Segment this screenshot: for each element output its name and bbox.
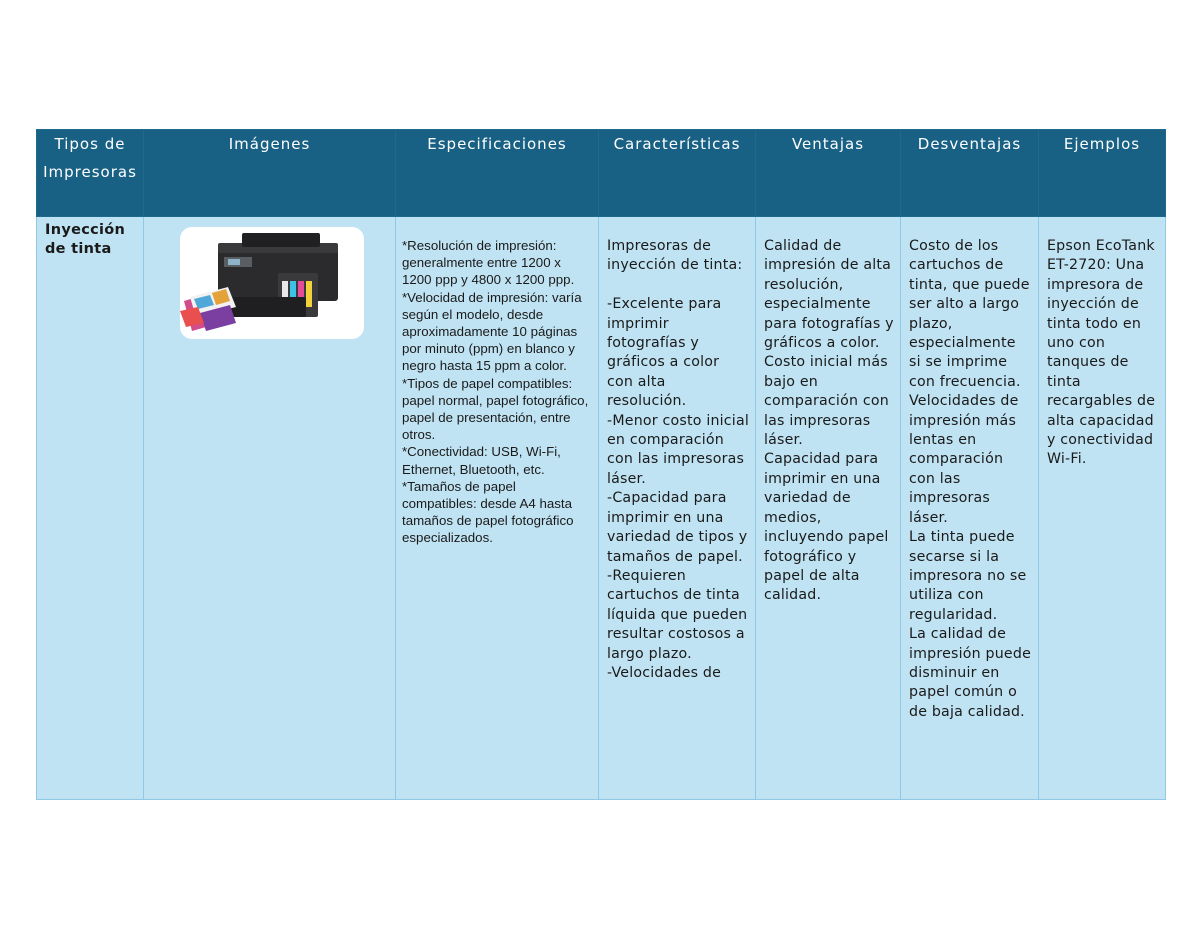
header-ventajas: Ventajas: [756, 130, 901, 217]
header-caracteristicas: Características: [599, 130, 756, 217]
cell-imagen: [144, 217, 396, 800]
header-tipos: Tipos de Impresoras: [37, 130, 144, 217]
especificaciones-text: *Resolución de impresión: generalmente entre 1200 x 1200 ppp y 4800 x 1200 ppp. *Velocidad de impresión: varía según el modelo, desde aproximadamente 10 páginas por minuto (ppm) en blanco y negro hasta 15 ppm a color. *Tipos de papel compatibles: papel normal, papel fotográfico, papel de presentación, entre otros. *Conectividad: USB, Wi-Fi, Ethernet, Bluetooth, etc. *Tamaños de papel compatibles: desde A4 hasta tamaños de papel fotográfico especializados.: [402, 238, 589, 546]
header-desventajas: Desventajas: [901, 130, 1039, 217]
header-row: [37, 130, 1166, 217]
header-especificaciones: Especificaciones: [396, 130, 599, 217]
cell-tipo: Inyección de tinta: [37, 217, 144, 800]
cell-caracteristicas: [599, 217, 756, 800]
cell-especificaciones: [396, 217, 599, 800]
caracteristicas-text: Impresoras de inyección de tinta: -Excelente para imprimir fotografías y gráficos a color con alta resolución. -Menor costo inicial en comparación con las impresoras láser. -Capacidad para imprimir en una variedad de tipos y tamaños de papel. -Requieren cartuchos de tinta líquida que pueden resultar costosos a largo plazo. -Velocidades de: [607, 238, 749, 681]
ventajas-text: Calidad de impresión de alta resolución, especialmente para fotografías y gráficos a color. Costo inicial más bajo en comparación con las impresoras láser. Capacidad para imprimir en una variedad de medios, incluyendo papel fotográfico y papel de alta calidad.: [764, 238, 894, 604]
ejemplos-text: Epson EcoTank ET-2720: Una impresora de inyección de tinta todo en uno con tanques de tinta recargables de alta capacidad y conectividad Wi-Fi.: [1047, 238, 1156, 468]
desventajas-text: Costo de los cartuchos de tinta, que puede ser alto a largo plazo, especialmente si se imprime con frecuencia. Velocidades de impresión más lentas en comparación con las impresoras láser. La tinta puede secarse si la impresora no se utiliza con regularidad. La calidad de impresión puede disminuir en papel común o de baja calidad.: [909, 238, 1031, 720]
cell-ventajas: [756, 217, 901, 800]
cell-ejemplos: [1039, 217, 1166, 800]
printer-comparison-table: [36, 129, 1166, 800]
cell-desventajas: [901, 217, 1039, 800]
table-row: [37, 217, 1166, 800]
header-imagenes: Imágenes: [144, 130, 396, 217]
header-ejemplos: Ejemplos: [1039, 130, 1166, 217]
printer-image: [180, 227, 364, 339]
